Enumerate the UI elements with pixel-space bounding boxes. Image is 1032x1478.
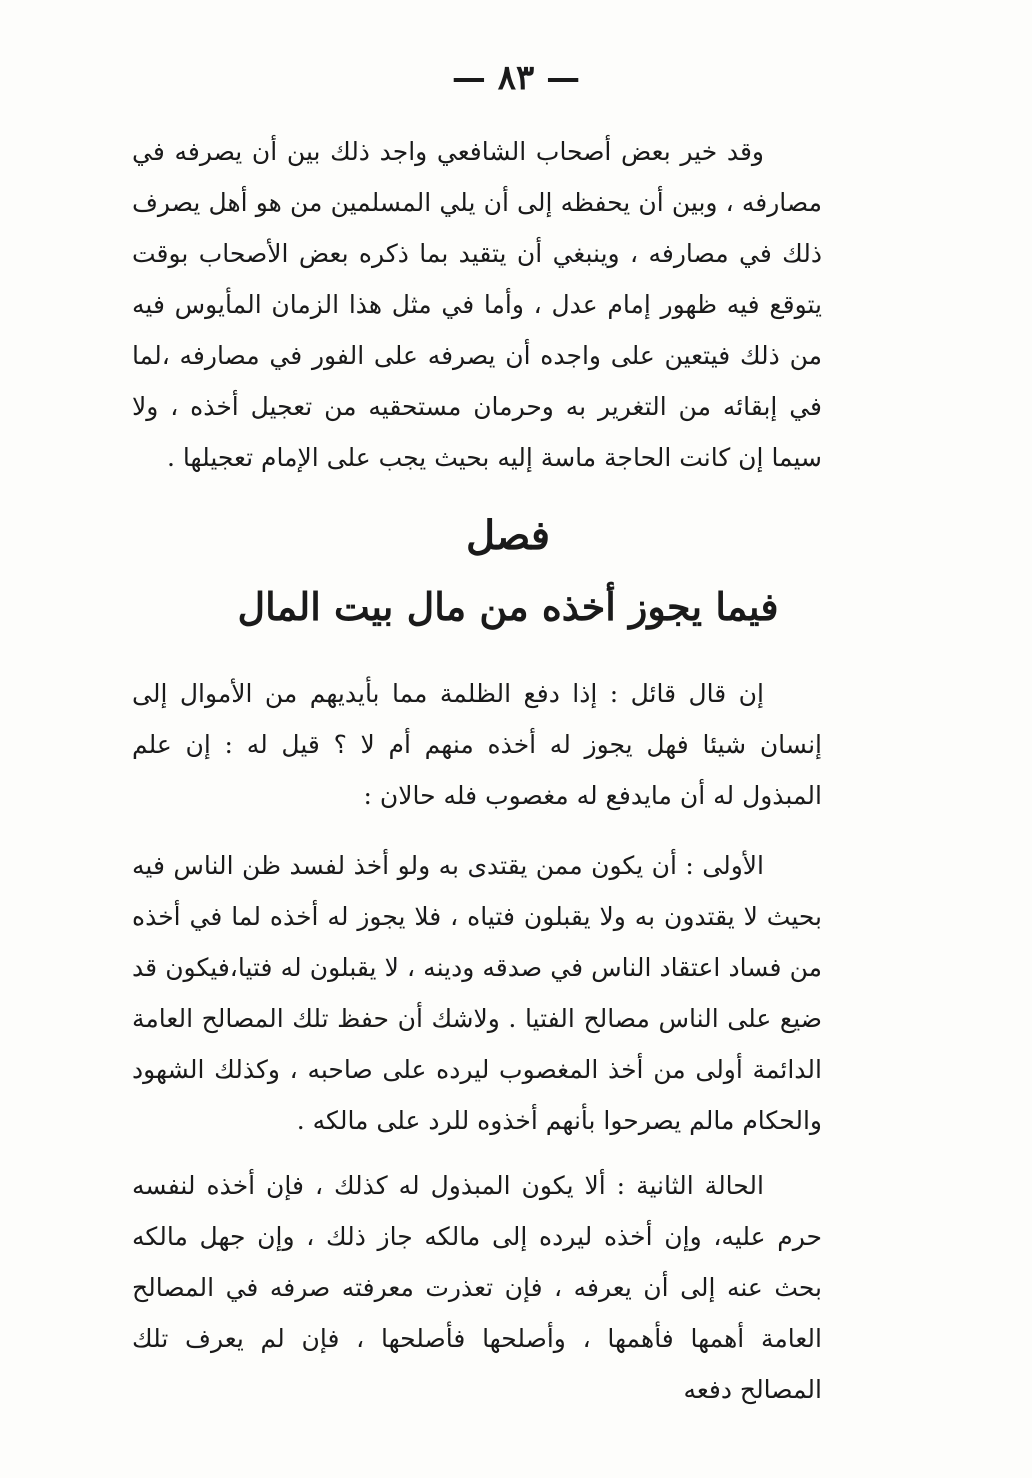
section-title: فصل — [465, 512, 551, 559]
second-case-paragraph: الحالة الثانية : ألا يكون المبذول له كذلك ، فإن أخذه لنفسه حرم عليه، وإن أخذه ليرده إلى مالكه جاز ذلك ، وإن جهل مالكه بحث عنه إلى أن يعرفه ، فإن تعذرت معرفته صرفه في المصالح العامة أهمها فأهمها ، وأصلحها فأصلحها ، فإن لم يعرف تلك المصالح دفعه — [132, 1171, 822, 1404]
opening-paragraph: وقد خير بعض أصحاب الشافعي واجد ذلك بين أن يصرفه في مصارفه ، وبين أن يحفظه إلى أن يلي المسلمين من هو أهل يصرف ذلك في مصارفه ، وينبغي أن يتقيد بما ذكره بعض الأصحاب بوقت يتوقع فيه ظهور إمام عدل ، وأما في مثل هذا الزمان المأيوس فيه من ذلك فيتعين على واجده أن يصرفه على الفور في مصارفه ،لما في إبقائه من التغرير به وحرمان مستحقيه من تعجيل أخذه ، ولا سيما إن كانت الحاجة ماسة إليه بحيث يجب على الإمام تعجيلها . — [132, 137, 822, 472]
page-number: — ٨٣ — — [451, 58, 581, 98]
first-case-paragraph-block — [132, 840, 822, 1146]
section-subtitle: فيما يجوز أخذه من مال بيت المال — [237, 584, 779, 629]
first-case-paragraph: الأولى : أن يكون ممن يقتدى به ولو أخذ لفسد ظن الناس فيه بحيث لا يقتدون به ولا يقبلون فتياه ، فلا يجوز له أخذه لما في أخذه من فساد اعتقاد الناس في صدقه ودينه ، لا يقبلون له فتيا،فيكون قد ضيع على الناس مصالح الفتيا . ولاشك أن حفظ تلك المصالح العامة الدائمة أولى من أخذ المغصوب ليرده على صاحبه ، وكذلك الشهود والحكام مالم يصرحوا بأنهم أخذوه للرد على مالكه . — [132, 851, 822, 1135]
question-paragraph-block — [132, 668, 822, 821]
second-case-paragraph-block — [132, 1160, 822, 1415]
question-paragraph: إن قال قائل : إذا دفع الظلمة مما بأيديهم من الأموال إلى إنسان شيئا فهل يجوز له أخذه منهم أم لا ؟ قيل له : إن علم المبذول له أن مايدفع له مغصوب فله حالان : — [132, 679, 822, 810]
opening-paragraph-block — [132, 126, 822, 483]
